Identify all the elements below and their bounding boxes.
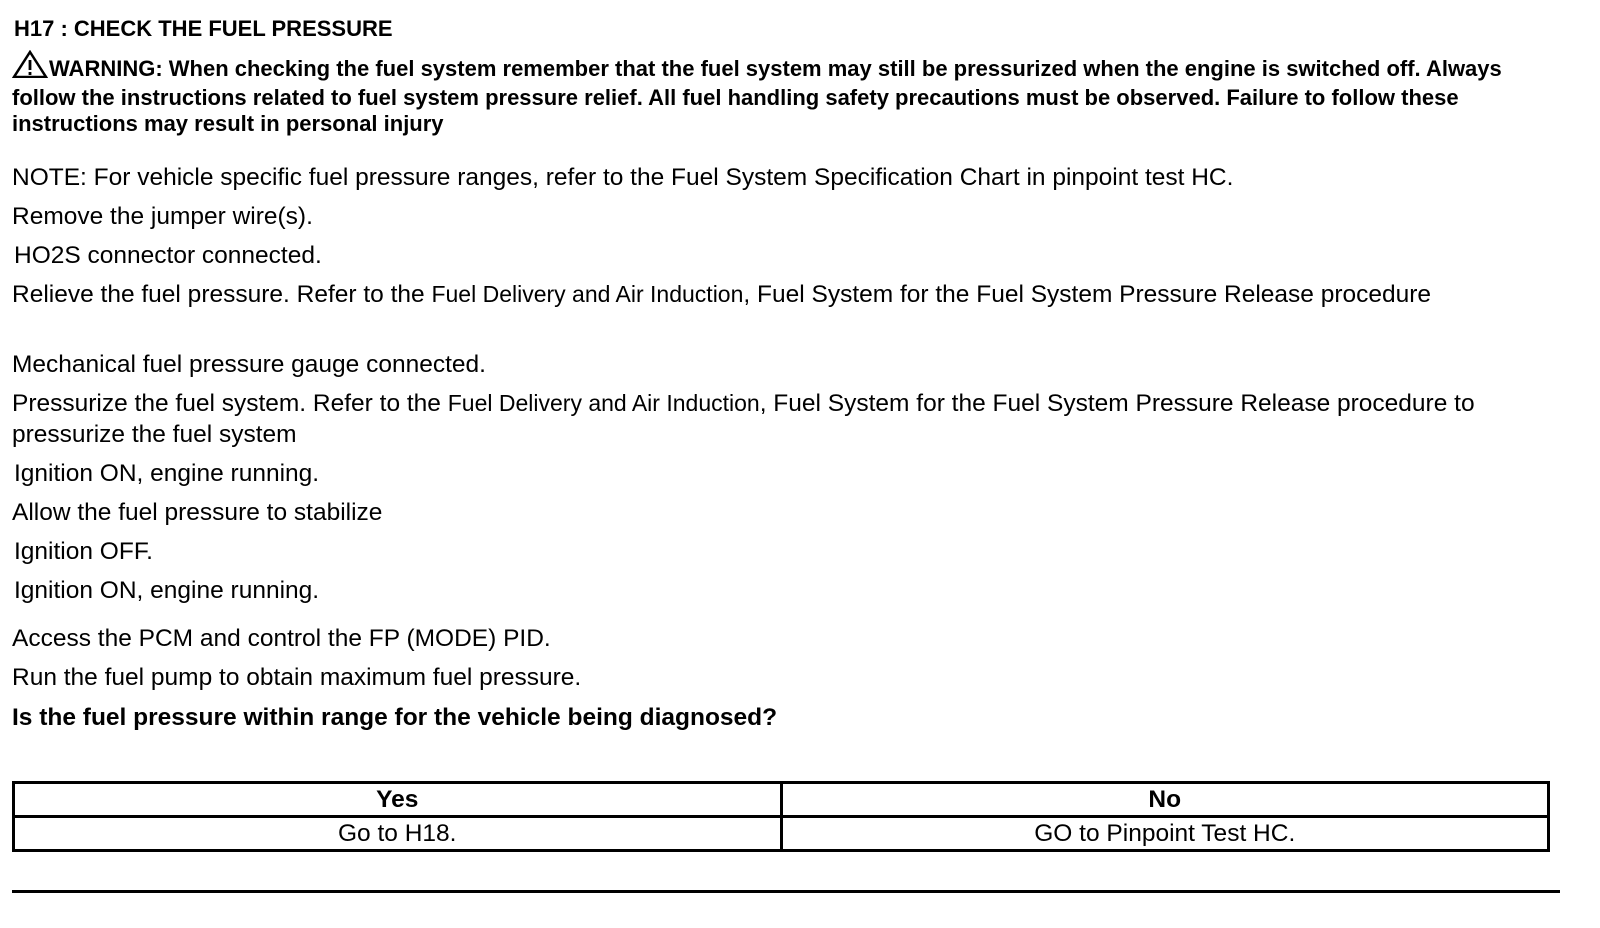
step-pressurize-reference: Fuel Delivery and Air Induction	[447, 390, 760, 416]
note-text: NOTE: For vehicle specific fuel pressure ranges, refer to the Fuel System Specification Chart in pinpoint test HC.	[12, 164, 1234, 191]
step-ignition-on-1: Ignition ON, engine running.	[14, 460, 320, 487]
step-stabilize: Allow the fuel pressure to stabilize	[12, 499, 383, 526]
diagnostic-question: Is the fuel pressure within range for the vehicle being diagnosed?	[12, 704, 778, 731]
step-pressurize	[12, 388, 1560, 450]
step-relieve-pressure	[12, 279, 1560, 310]
warning-triangle-icon	[12, 50, 48, 85]
step-pressurize-text-a: Pressurize the fuel system. Refer to the	[12, 390, 448, 417]
step-run-pump: Run the fuel pump to obtain maximum fuel pressure.	[12, 664, 582, 691]
answer-yes-action: Go to H18.	[14, 817, 782, 851]
step-pressurize-text-c: , Fuel System for the Fuel System Pressure Release procedure to pressurize the fuel system	[12, 390, 1475, 448]
answer-header-no: No	[781, 783, 1549, 817]
answer-no-action: GO to Pinpoint Test HC.	[781, 817, 1549, 851]
answer-header-yes: Yes	[14, 783, 782, 817]
step-relieve-text-a: Relieve the fuel pressure. Refer to the	[12, 281, 432, 308]
step-ignition-off: Ignition OFF.	[14, 538, 153, 565]
step-relieve-text-c: , Fuel System for the Fuel System Pressure Release procedure	[743, 281, 1432, 308]
warning-block	[12, 50, 1560, 138]
step-ignition-on-2: Ignition ON, engine running.	[14, 577, 320, 604]
step-access-pcm: Access the PCM and control the FP (MODE) PID.	[12, 625, 551, 652]
answer-table-header-row	[14, 783, 1549, 817]
warning-text: WARNING: When checking the fuel system remember that the fuel system may still be pressurized when the engine is switched off. Always follow the instructions related to fuel system pressure relief. All fuel handling safety precautions must be observed. Failure to follow these instructions may result in personal injury	[12, 56, 1502, 136]
step-remove-jumper: Remove the jumper wire(s).	[12, 203, 313, 230]
step-gauge-connected: Mechanical fuel pressure gauge connected.	[12, 351, 486, 378]
test-step-title: H17 : CHECK THE FUEL PRESSURE	[14, 16, 393, 41]
step-relieve-reference: Fuel Delivery and Air Induction	[431, 281, 744, 307]
step-ho2s-connected: HO2S connector connected.	[14, 242, 322, 269]
answer-table-row	[14, 817, 1549, 851]
answer-table	[12, 781, 1550, 852]
bottom-divider	[12, 890, 1560, 893]
